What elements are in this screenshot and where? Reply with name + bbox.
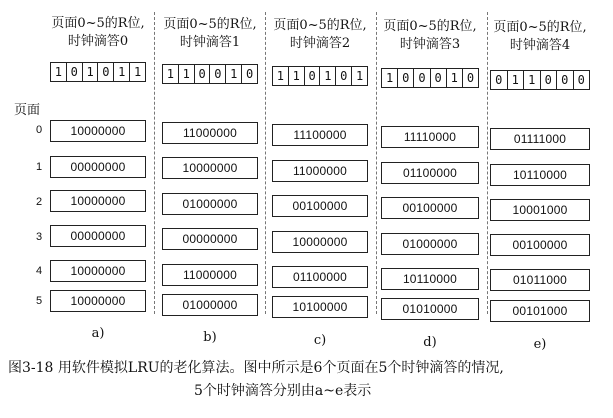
page-counter-box: 10100000 [272, 296, 368, 318]
column-header-line2: 时钟滴答0 [67, 34, 129, 49]
column-header-line2: 时钟滴答1 [179, 35, 241, 50]
page-counter-box: 00101000 [490, 300, 590, 322]
r-bit-cell: 0 [541, 71, 558, 89]
r-bits-register [162, 64, 258, 84]
r-bits-register [272, 66, 368, 86]
r-bits-register [50, 62, 146, 82]
r-bit-cell: 0 [336, 67, 352, 85]
page-counter-box: 00000000 [50, 225, 146, 247]
r-bit-cell: 1 [382, 69, 398, 87]
page-number-label: 1 [35, 161, 43, 173]
r-bits-register [490, 70, 590, 90]
column-header-line1: 页面0~5的R位, [493, 20, 587, 35]
r-bit-cell: 0 [466, 71, 475, 85]
r-bit-cell: 1 [524, 71, 541, 89]
column-divider [487, 12, 488, 314]
page-counter-box: 10000000 [50, 120, 146, 142]
r-bit-cell: 1 [179, 65, 195, 83]
r-bit-cell: 1 [289, 67, 305, 85]
r-bit-cell: 1 [163, 65, 179, 83]
column-header-line2: 时钟滴答2 [289, 36, 351, 51]
page-counter-box: 01100000 [381, 162, 479, 184]
figure-caption-line1: 图3-18 用软件模拟LRU的老化算法。图中所示是6个页面在5个时钟滴答的情况, [8, 360, 504, 376]
figure-caption-line2: 5个时钟滴答分别由a~e表示 [194, 383, 372, 399]
page-heading: 页面 [14, 103, 41, 118]
r-bit-cell: 1 [226, 65, 242, 83]
column-header-line1: 页面0~5的R位, [51, 16, 145, 31]
column-divider [154, 12, 155, 314]
r-bit-cell: 1 [273, 67, 289, 85]
r-bit-cell: 0 [398, 69, 414, 87]
page-number-label: 5 [35, 295, 43, 307]
r-bit-cell: 0 [557, 71, 574, 89]
page-counter-box: 10000000 [50, 260, 146, 282]
r-bit-cell: 0 [431, 69, 447, 87]
subfigure-label: c) [313, 333, 327, 348]
r-bit-cell: 1 [355, 69, 364, 83]
page-counter-box: 00100000 [490, 234, 590, 256]
r-bit-cell: 0 [414, 69, 430, 87]
page-number-label: 4 [35, 265, 43, 277]
column-header-line1: 页面0~5的R位, [273, 18, 367, 33]
column-header-line1: 页面0~5的R位, [163, 17, 257, 32]
r-bit-cell: 0 [577, 73, 585, 87]
page-counter-box: 10110000 [490, 164, 590, 186]
page-counter-box: 10000000 [50, 190, 146, 212]
r-bit-cell: 1 [133, 65, 142, 79]
column-divider [265, 12, 266, 314]
r-bit-cell: 1 [83, 63, 99, 81]
column-divider [376, 12, 377, 314]
page-counter-box: 01000000 [381, 233, 479, 255]
page-counter-box: 01011000 [490, 269, 590, 291]
page-counter-box: 11000000 [272, 160, 368, 182]
page-counter-box: 11110000 [381, 126, 479, 148]
page-counter-box: 10000000 [50, 290, 146, 312]
page-counter-box: 00100000 [272, 195, 368, 217]
r-bit-cell: 0 [245, 67, 254, 81]
page-counter-box: 01000000 [162, 193, 258, 215]
page-counter-box: 10001000 [490, 199, 590, 221]
r-bit-cell: 0 [195, 65, 211, 83]
page-counter-box: 10000000 [162, 157, 258, 179]
column-header-line2: 时钟滴答4 [509, 38, 571, 53]
r-bit-cell: 1 [320, 67, 336, 85]
page-counter-box: 10110000 [381, 268, 479, 290]
r-bit-cell: 0 [491, 71, 508, 89]
r-bits-register [381, 68, 479, 88]
subfigure-label: a) [91, 326, 105, 341]
page-counter-box: 11000000 [162, 122, 258, 144]
subfigure-label: b) [203, 330, 217, 345]
page-number-label: 0 [35, 124, 43, 136]
column-header-line1: 页面0~5的R位, [383, 19, 477, 34]
column-header-line2: 时钟滴答3 [399, 37, 461, 52]
page-counter-box: 11100000 [272, 124, 368, 146]
page-counter-box: 01010000 [381, 298, 479, 320]
subfigure-label: e) [533, 337, 547, 352]
page-number-label: 3 [35, 231, 43, 243]
page-number-label: 2 [35, 196, 43, 208]
page-counter-box: 01000000 [162, 294, 258, 316]
r-bit-cell: 0 [305, 67, 321, 85]
page-counter-box: 00000000 [50, 156, 146, 178]
page-counter-box: 00000000 [162, 228, 258, 250]
r-bit-cell: 1 [114, 63, 130, 81]
r-bit-cell: 0 [210, 65, 226, 83]
r-bit-cell: 0 [98, 63, 114, 81]
r-bit-cell: 1 [508, 71, 525, 89]
r-bit-cell: 1 [51, 63, 67, 81]
page-counter-box: 10000000 [272, 231, 368, 253]
subfigure-label: d) [423, 335, 437, 350]
page-counter-box: 01100000 [272, 266, 368, 288]
page-counter-box: 11000000 [162, 264, 258, 286]
page-counter-box: 00100000 [381, 197, 479, 219]
r-bit-cell: 1 [447, 69, 463, 87]
page-counter-box: 01111000 [490, 128, 590, 150]
r-bit-cell: 0 [67, 63, 83, 81]
